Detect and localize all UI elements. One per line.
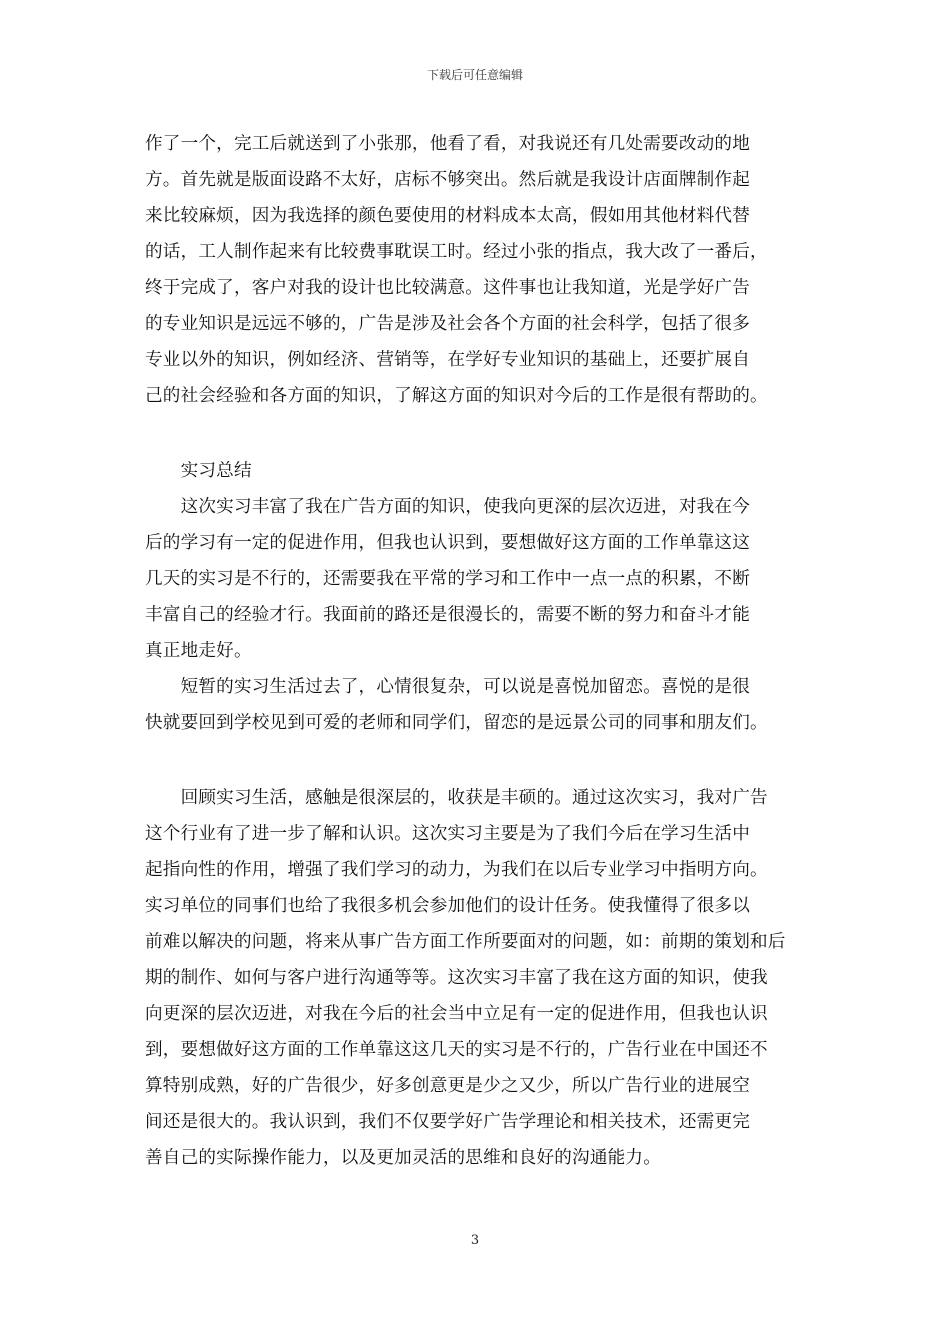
text-line: 间还是很大的。我认识到，我们不仅要学好广告学理论和相关技术，还需更完 <box>145 1112 750 1132</box>
text-line: 作了一个，完工后就送到了小张那，他看了看，对我说还有几处需要改动的地 <box>145 134 750 154</box>
text-line: 真正地走好。 <box>145 641 252 661</box>
text-line: 的专业知识是远远不够的，广告是涉及社会各个方面的社会科学，包括了很多 <box>145 314 750 334</box>
text-line: 终于完成了，客户对我的设计也比较满意。这件事也让我知道，光是学好广告 <box>145 278 750 298</box>
page-number: 3 <box>470 1233 480 1248</box>
text-line: 后的学习有一定的促进作用，但我也认识到，要想做好这方面的工作单靠这这 <box>145 533 750 553</box>
text-line: 方。首先就是版面设路不太好，店标不够突出。然后就是我设计店面牌制作起 <box>145 170 750 190</box>
text-line: 短暂的实习生活过去了，心情很复杂，可以说是喜悦加留恋。喜悦的是很 <box>145 677 750 697</box>
text-line: 算特别成熟，好的广告很少，好多创意更是少之又少，所以广告行业的进展空 <box>145 1076 750 1096</box>
document-body <box>145 126 807 1176</box>
paragraph-1 <box>145 126 807 414</box>
page-header: 下载后可任意编辑 <box>426 68 523 82</box>
text-line: 这个行业有了进一步了解和认识。这次实习主要是为了我们今后在学习生活中 <box>145 824 750 844</box>
text-line: 回顾实习生活，感触是很深层的，收获是丰硕的。通过这次实习，我对广告 <box>145 788 768 808</box>
text-line: 到，要想做好这方面的工作单靠这这几天的实习是不行的，广告行业在中国还不 <box>145 1040 768 1060</box>
text-line: 快就要回到学校见到可爱的老师和同学们，留恋的是远景公司的同事和朋友们。 <box>145 713 768 733</box>
paragraph-3 <box>145 669 807 741</box>
text-line: 的话，工人制作起来有比较费事耽误工时。经过小张的指点，我大改了一番后， <box>145 242 768 262</box>
heading-text: 实习总结 <box>145 461 252 481</box>
text-line: 来比较麻烦，因为我选择的颜色要使用的材料成本太高，假如用其他材料代替 <box>145 206 750 226</box>
text-line: 己的社会经验和各方面的知识，了解这方面的知识对今后的工作是很有帮助的。 <box>145 386 768 406</box>
text-line: 向更深的层次迈进，对我在今后的社会当中立足有一定的促进作用，但我也认识 <box>145 1004 768 1024</box>
blank-line <box>145 741 807 780</box>
text-line: 这次实习丰富了我在广告方面的知识，使我向更深的层次迈进，对我在今 <box>145 497 750 517</box>
text-line: 起指向性的作用，增强了我们学习的动力，为我们在以后专业学习中指明方向。 <box>145 860 768 880</box>
paragraph-2 <box>145 489 807 669</box>
text-line: 实习单位的同事们也给了我很多机会参加他们的设计任务。使我懂得了很多以 <box>145 896 750 916</box>
text-line: 丰富自己的经验才行。我面前的路还是很漫长的，需要不断的努力和奋斗才能 <box>145 605 750 625</box>
text-line: 期的制作、如何与客户进行沟通等等。这次实习丰富了我在这方面的知识，使我 <box>145 968 768 988</box>
text-line: 善自己的实际操作能力，以及更加灵活的思维和良好的沟通能力。 <box>145 1148 662 1168</box>
text-line: 专业以外的知识，例如经济、营销等，在学好专业知识的基础上，还要扩展自 <box>145 350 750 370</box>
text-line: 前难以解决的问题，将来从事广告方面工作所要面对的问题，如：前期的策划和后 <box>145 932 786 952</box>
paragraph-4 <box>145 780 807 1176</box>
text-line: 几天的实习是不行的，还需要我在平常的学习和工作中一点一点的积累，不断 <box>145 569 750 589</box>
section-heading <box>145 453 807 489</box>
blank-line <box>145 414 807 453</box>
